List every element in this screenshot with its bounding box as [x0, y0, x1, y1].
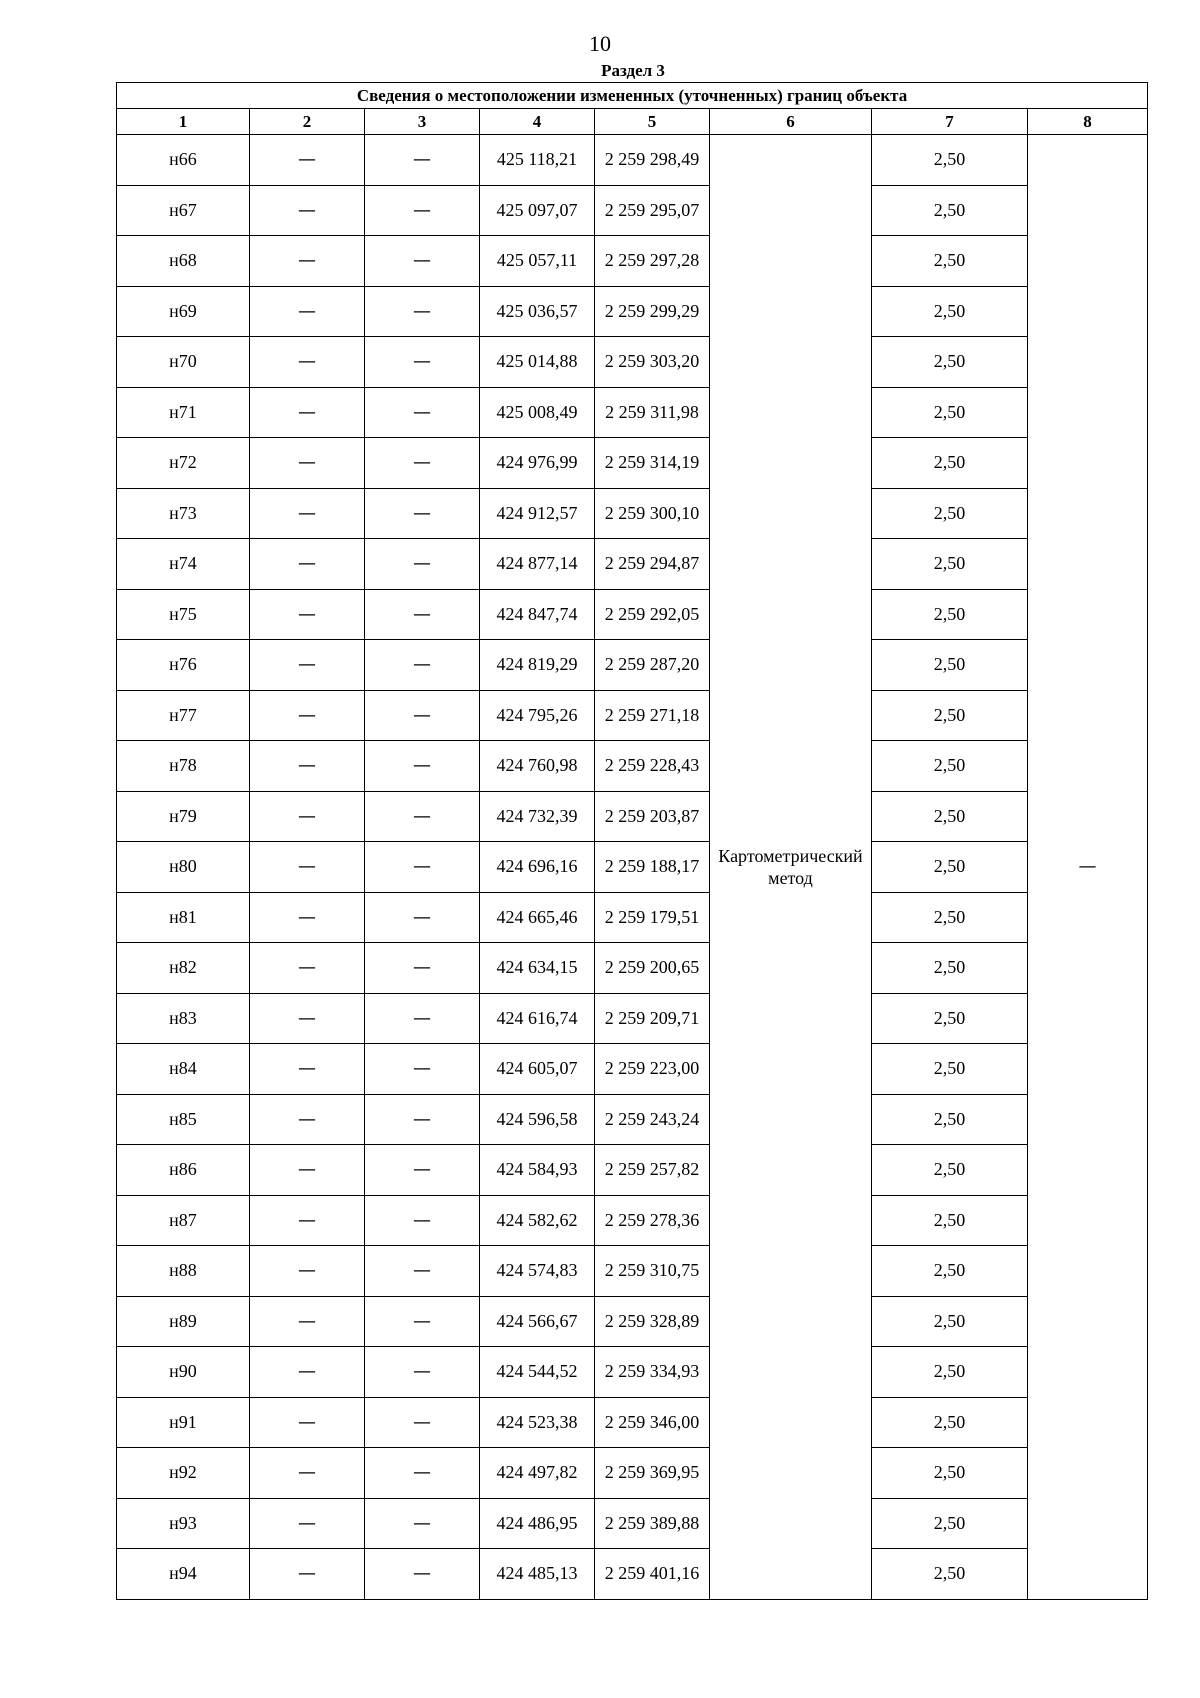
col3-dash-cell: —: [365, 690, 480, 741]
accuracy-cell: 2,50: [872, 438, 1028, 489]
page-number: 10: [589, 31, 611, 56]
col2-dash-cell: —: [250, 1044, 365, 1095]
coord-y-cell: 2 259 299,29: [595, 286, 710, 337]
col2-dash-cell: —: [250, 1397, 365, 1448]
coord-y-cell: 2 259 228,43: [595, 741, 710, 792]
coord-y-cell: 2 259 303,20: [595, 337, 710, 388]
accuracy-cell: 2,50: [872, 1246, 1028, 1297]
col2-dash-cell: —: [250, 993, 365, 1044]
col3-dash-cell: —: [365, 438, 480, 489]
table-row: [117, 1246, 1148, 1297]
accuracy-cell: 2,50: [872, 993, 1028, 1044]
table-row: [117, 791, 1148, 842]
col2-dash-cell: —: [250, 943, 365, 994]
table-row: [117, 1448, 1148, 1499]
col3-dash-cell: —: [365, 842, 480, 893]
col2-dash-cell: —: [250, 1347, 365, 1398]
coord-x-cell: 425 008,49: [480, 387, 595, 438]
coord-y-cell: 2 259 401,16: [595, 1549, 710, 1600]
table-row: [117, 690, 1148, 741]
point-name-cell: н88: [117, 1246, 250, 1297]
col3-dash-cell: —: [365, 387, 480, 438]
point-name-cell: н68: [117, 236, 250, 287]
col2-dash-cell: —: [250, 1498, 365, 1549]
table-row: [117, 1549, 1148, 1600]
col3-dash-cell: —: [365, 589, 480, 640]
point-name-cell: н74: [117, 539, 250, 590]
col3-dash-cell: —: [365, 892, 480, 943]
accuracy-cell: 2,50: [872, 1195, 1028, 1246]
col3-dash-cell: —: [365, 488, 480, 539]
coord-x-cell: 424 877,14: [480, 539, 595, 590]
table-row: [117, 387, 1148, 438]
accuracy-cell: 2,50: [872, 1498, 1028, 1549]
coord-y-cell: 2 259 346,00: [595, 1397, 710, 1448]
coord-x-cell: 425 097,07: [480, 185, 595, 236]
coord-x-cell: 424 497,82: [480, 1448, 595, 1499]
coord-y-cell: 2 259 203,87: [595, 791, 710, 842]
accuracy-cell: 2,50: [872, 791, 1028, 842]
accuracy-cell: 2,50: [872, 589, 1028, 640]
accuracy-cell: 2,50: [872, 1347, 1028, 1398]
point-name-cell: н86: [117, 1145, 250, 1196]
coord-x-cell: 424 665,46: [480, 892, 595, 943]
point-name-cell: н70: [117, 337, 250, 388]
coord-y-cell: 2 259 311,98: [595, 387, 710, 438]
point-name-cell: н73: [117, 488, 250, 539]
accuracy-cell: 2,50: [872, 387, 1028, 438]
col3-dash-cell: —: [365, 993, 480, 1044]
coord-y-cell: 2 259 369,95: [595, 1448, 710, 1499]
coord-y-cell: 2 259 257,82: [595, 1145, 710, 1196]
point-name-cell: н87: [117, 1195, 250, 1246]
table-row: [117, 1094, 1148, 1145]
coord-x-cell: 425 014,88: [480, 337, 595, 388]
col3-dash-cell: —: [365, 135, 480, 186]
coord-x-cell: 424 634,15: [480, 943, 595, 994]
coord-y-cell: 2 259 328,89: [595, 1296, 710, 1347]
col2-dash-cell: —: [250, 1145, 365, 1196]
accuracy-cell: 2,50: [872, 1397, 1028, 1448]
section-title: Раздел 3: [601, 61, 665, 80]
coord-x-cell: 424 574,83: [480, 1246, 595, 1297]
col2-dash-cell: —: [250, 185, 365, 236]
table-row: [117, 1296, 1148, 1347]
boundary-coordinates-table: [116, 82, 1148, 1600]
accuracy-cell: 2,50: [872, 690, 1028, 741]
coord-y-cell: 2 259 334,93: [595, 1347, 710, 1398]
coord-x-cell: 424 544,52: [480, 1347, 595, 1398]
column-header-7: 7: [872, 109, 1028, 135]
accuracy-cell: 2,50: [872, 236, 1028, 287]
col2-dash-cell: —: [250, 741, 365, 792]
col2-dash-cell: —: [250, 286, 365, 337]
coord-x-cell: 424 485,13: [480, 1549, 595, 1600]
col2-dash-cell: —: [250, 842, 365, 893]
table-row: [117, 842, 1148, 893]
accuracy-cell: 2,50: [872, 488, 1028, 539]
accuracy-cell: 2,50: [872, 1145, 1028, 1196]
table-caption-row: [117, 83, 1148, 109]
coord-x-cell: 425 057,11: [480, 236, 595, 287]
table-row: [117, 1498, 1148, 1549]
coord-y-cell: 2 259 294,87: [595, 539, 710, 590]
table-row: [117, 539, 1148, 590]
coord-x-cell: 424 596,58: [480, 1094, 595, 1145]
point-name-cell: н91: [117, 1397, 250, 1448]
point-name-cell: н92: [117, 1448, 250, 1499]
col2-dash-cell: —: [250, 791, 365, 842]
coord-x-cell: 424 732,39: [480, 791, 595, 842]
point-name-cell: н77: [117, 690, 250, 741]
column-header-8: 8: [1028, 109, 1148, 135]
accuracy-cell: 2,50: [872, 539, 1028, 590]
column-header-2: 2: [250, 109, 365, 135]
col2-dash-cell: —: [250, 1094, 365, 1145]
col3-dash-cell: —: [365, 1195, 480, 1246]
column-header-row: [117, 109, 1148, 135]
coord-y-cell: 2 259 389,88: [595, 1498, 710, 1549]
col3-dash-cell: —: [365, 1296, 480, 1347]
accuracy-cell: 2,50: [872, 842, 1028, 893]
point-name-cell: н89: [117, 1296, 250, 1347]
coord-x-cell: 424 582,62: [480, 1195, 595, 1246]
point-name-cell: н85: [117, 1094, 250, 1145]
point-name-cell: н79: [117, 791, 250, 842]
column-header-1: 1: [117, 109, 250, 135]
table-row: [117, 236, 1148, 287]
coord-y-cell: 2 259 287,20: [595, 640, 710, 691]
coord-x-cell: 425 118,21: [480, 135, 595, 186]
col2-dash-cell: —: [250, 892, 365, 943]
table-row: [117, 1397, 1148, 1448]
accuracy-cell: 2,50: [872, 640, 1028, 691]
accuracy-cell: 2,50: [872, 892, 1028, 943]
col2-dash-cell: —: [250, 1246, 365, 1297]
col2-dash-cell: —: [250, 488, 365, 539]
col2-dash-cell: —: [250, 236, 365, 287]
coord-y-cell: 2 259 188,17: [595, 842, 710, 893]
col3-dash-cell: —: [365, 1448, 480, 1499]
col2-dash-cell: —: [250, 640, 365, 691]
point-name-cell: н66: [117, 135, 250, 186]
col2-dash-cell: —: [250, 337, 365, 388]
coord-x-cell: 424 605,07: [480, 1044, 595, 1095]
coord-x-cell: 424 760,98: [480, 741, 595, 792]
table-row: [117, 185, 1148, 236]
accuracy-cell: 2,50: [872, 135, 1028, 186]
table-row: [117, 1145, 1148, 1196]
col2-dash-cell: —: [250, 438, 365, 489]
col3-dash-cell: —: [365, 1549, 480, 1600]
col3-dash-cell: —: [365, 943, 480, 994]
coord-x-cell: 424 696,16: [480, 842, 595, 893]
coord-x-cell: 425 036,57: [480, 286, 595, 337]
col2-dash-cell: —: [250, 1296, 365, 1347]
table-row: [117, 1195, 1148, 1246]
point-name-cell: н75: [117, 589, 250, 640]
table-row: [117, 135, 1148, 186]
col2-dash-cell: —: [250, 690, 365, 741]
accuracy-cell: 2,50: [872, 337, 1028, 388]
accuracy-cell: 2,50: [872, 286, 1028, 337]
col3-dash-cell: —: [365, 1145, 480, 1196]
col2-dash-cell: —: [250, 1195, 365, 1246]
point-name-cell: н90: [117, 1347, 250, 1398]
col2-dash-cell: —: [250, 589, 365, 640]
coord-y-cell: 2 259 271,18: [595, 690, 710, 741]
column-header-3: 3: [365, 109, 480, 135]
col3-dash-cell: —: [365, 337, 480, 388]
col2-dash-cell: —: [250, 1549, 365, 1600]
point-name-cell: н84: [117, 1044, 250, 1095]
point-name-cell: н78: [117, 741, 250, 792]
coord-y-cell: 2 259 200,65: [595, 943, 710, 994]
point-name-cell: н67: [117, 185, 250, 236]
table-caption: Сведения о местоположении измененных (уточненных) границ объекта: [117, 83, 1148, 109]
coord-x-cell: 424 819,29: [480, 640, 595, 691]
table-row: [117, 438, 1148, 489]
accuracy-cell: 2,50: [872, 1549, 1028, 1600]
accuracy-cell: 2,50: [872, 1094, 1028, 1145]
col3-dash-cell: —: [365, 741, 480, 792]
table-row: [117, 1044, 1148, 1095]
column-header-5: 5: [595, 109, 710, 135]
coord-x-cell: 424 616,74: [480, 993, 595, 1044]
col2-dash-cell: —: [250, 387, 365, 438]
point-name-cell: н71: [117, 387, 250, 438]
point-name-cell: н76: [117, 640, 250, 691]
table-body: [117, 135, 1148, 1600]
col3-dash-cell: —: [365, 286, 480, 337]
point-name-cell: н72: [117, 438, 250, 489]
coord-y-cell: 2 259 223,00: [595, 1044, 710, 1095]
table-row: [117, 337, 1148, 388]
column-header-6: 6: [710, 109, 872, 135]
coord-x-cell: 424 976,99: [480, 438, 595, 489]
col8-dash-cell: —: [1028, 135, 1148, 1600]
coord-x-cell: 424 566,67: [480, 1296, 595, 1347]
col3-dash-cell: —: [365, 1044, 480, 1095]
col3-dash-cell: —: [365, 236, 480, 287]
coord-y-cell: 2 259 209,71: [595, 993, 710, 1044]
coord-y-cell: 2 259 298,49: [595, 135, 710, 186]
col3-dash-cell: —: [365, 1347, 480, 1398]
col2-dash-cell: —: [250, 539, 365, 590]
coord-y-cell: 2 259 314,19: [595, 438, 710, 489]
coord-x-cell: 424 584,93: [480, 1145, 595, 1196]
coord-y-cell: 2 259 292,05: [595, 589, 710, 640]
coord-x-cell: 424 795,26: [480, 690, 595, 741]
col3-dash-cell: —: [365, 1094, 480, 1145]
col3-dash-cell: —: [365, 1397, 480, 1448]
table-row: [117, 589, 1148, 640]
accuracy-cell: 2,50: [872, 1448, 1028, 1499]
point-name-cell: н82: [117, 943, 250, 994]
coord-y-cell: 2 259 310,75: [595, 1246, 710, 1297]
table-row: [117, 488, 1148, 539]
point-name-cell: н83: [117, 993, 250, 1044]
coord-y-cell: 2 259 300,10: [595, 488, 710, 539]
table-row: [117, 640, 1148, 691]
coord-y-cell: 2 259 278,36: [595, 1195, 710, 1246]
table-row: [117, 943, 1148, 994]
coord-y-cell: 2 259 243,24: [595, 1094, 710, 1145]
accuracy-cell: 2,50: [872, 185, 1028, 236]
coord-x-cell: 424 486,95: [480, 1498, 595, 1549]
table-row: [117, 1347, 1148, 1398]
point-name-cell: н94: [117, 1549, 250, 1600]
accuracy-cell: 2,50: [872, 741, 1028, 792]
coord-x-cell: 424 912,57: [480, 488, 595, 539]
coord-x-cell: 424 847,74: [480, 589, 595, 640]
col2-dash-cell: —: [250, 1448, 365, 1499]
accuracy-cell: 2,50: [872, 1044, 1028, 1095]
accuracy-cell: 2,50: [872, 1296, 1028, 1347]
col3-dash-cell: —: [365, 791, 480, 842]
col2-dash-cell: —: [250, 135, 365, 186]
col3-dash-cell: —: [365, 640, 480, 691]
table-row: [117, 892, 1148, 943]
method-cell: Картометрический метод: [710, 135, 872, 1600]
point-name-cell: н80: [117, 842, 250, 893]
point-name-cell: н81: [117, 892, 250, 943]
col3-dash-cell: —: [365, 1246, 480, 1297]
point-name-cell: н69: [117, 286, 250, 337]
accuracy-cell: 2,50: [872, 943, 1028, 994]
point-name-cell: н93: [117, 1498, 250, 1549]
coord-x-cell: 424 523,38: [480, 1397, 595, 1448]
coord-y-cell: 2 259 179,51: [595, 892, 710, 943]
col3-dash-cell: —: [365, 1498, 480, 1549]
coord-y-cell: 2 259 297,28: [595, 236, 710, 287]
table-row: [117, 993, 1148, 1044]
coord-y-cell: 2 259 295,07: [595, 185, 710, 236]
col3-dash-cell: —: [365, 185, 480, 236]
table-row: [117, 286, 1148, 337]
table-row: [117, 741, 1148, 792]
col3-dash-cell: —: [365, 539, 480, 590]
column-header-4: 4: [480, 109, 595, 135]
